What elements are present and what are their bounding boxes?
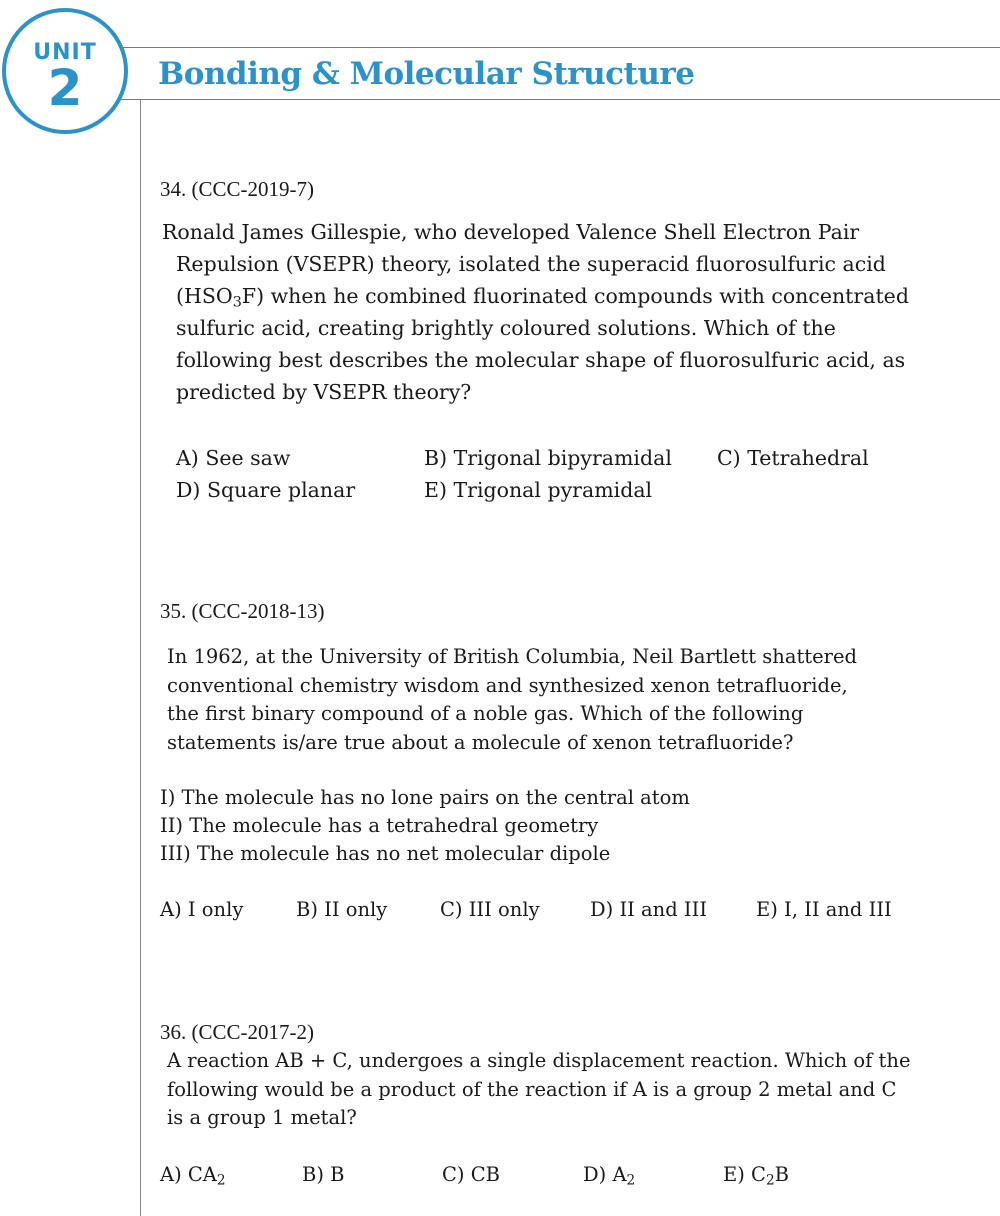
stem-line: following would be a product of the reaction if A is a group 2 metal and C [167, 1077, 897, 1101]
question-34-stem [162, 216, 909, 408]
q35-option-c[interactable]: C) III only [440, 898, 540, 921]
q36-option-e[interactable]: E) $C_2B$ [723, 1163, 789, 1189]
q36-option-c[interactable]: C) CB [442, 1163, 500, 1186]
header-top-rule [120, 47, 1000, 48]
q35-option-b[interactable]: B) II only [296, 898, 388, 921]
stem-line: sulfuric acid, creating brightly coloured solutions. Which of the [176, 316, 836, 340]
q35-option-e[interactable]: E) I, II and III [756, 898, 892, 921]
stem-line: the first binary compound of a noble gas. Which of the following [167, 702, 804, 725]
unit-number: 2 [47, 59, 83, 117]
q36-option-a[interactable]: A) $CA_2$ [160, 1163, 226, 1189]
q34-option-a[interactable]: A) See saw [176, 446, 291, 470]
q35-statement-3: III) The molecule has no net molecular dipole [160, 842, 611, 865]
unit-badge [2, 8, 128, 134]
stem-line: statements is/are true about a molecule of xenon tetrafluoride? [167, 730, 794, 754]
question-36-number: 36. (CCC-2017-2) [160, 1020, 314, 1044]
q35-option-d[interactable]: D) II and III [590, 898, 708, 921]
header-bottom-rule [120, 99, 1000, 100]
q34-option-b[interactable]: B) Trigonal bipyramidal [424, 446, 672, 470]
stem-line: Repulsion (VSEPR) theory, isolated the superacid fluorosulfuric acid [176, 252, 886, 276]
stem-line: A reaction AB + C, undergoes a single displacement reaction. Which of the [167, 1049, 911, 1072]
stem-line: conventional chemistry wisdom and synthesized xenon tetrafluoride, [167, 673, 848, 697]
question-35-number: 35. (CCC-2018-13) [160, 599, 325, 623]
q34-option-d[interactable]: D) Square planar [176, 478, 356, 502]
stem-line: is a group 1 metal? [167, 1106, 357, 1129]
question-36-stem [167, 1047, 911, 1133]
unit-title: Bonding & Molecular Structure [158, 56, 695, 92]
stem-line: In 1962, at the University of British Columbia, Neil Bartlett shattered [167, 645, 858, 668]
stem-line: Ronald James Gillespie, who developed Valence Shell Electron Pair [162, 220, 860, 244]
q34-option-c[interactable]: C) Tetrahedral [717, 446, 869, 470]
q36-option-d[interactable]: D) $A_2$ [583, 1163, 636, 1189]
question-35-stem [167, 643, 857, 757]
q34-option-e[interactable]: E) Trigonal pyramidal [424, 478, 653, 502]
q36-option-b[interactable]: B) B [302, 1163, 345, 1186]
stem-line-formula: $(HSO_3F)$ when he combined fluorinated compounds with concentrated [176, 284, 909, 311]
q35-statement-2: II) The molecule has a tetrahedral geometry [160, 814, 599, 837]
stem-line: predicted by VSEPR theory? [176, 380, 472, 404]
question-34-number: 34. (CCC-2019-7) [160, 177, 314, 201]
left-margin-rule [140, 99, 141, 1216]
stem-line: following best describes the molecular shape of fluorosulfuric acid, as [176, 348, 906, 372]
unit-label: UNIT [33, 40, 97, 65]
q35-statement-1: I) The molecule has no lone pairs on the central atom [160, 786, 690, 809]
q35-option-a[interactable]: A) I only [160, 898, 244, 921]
